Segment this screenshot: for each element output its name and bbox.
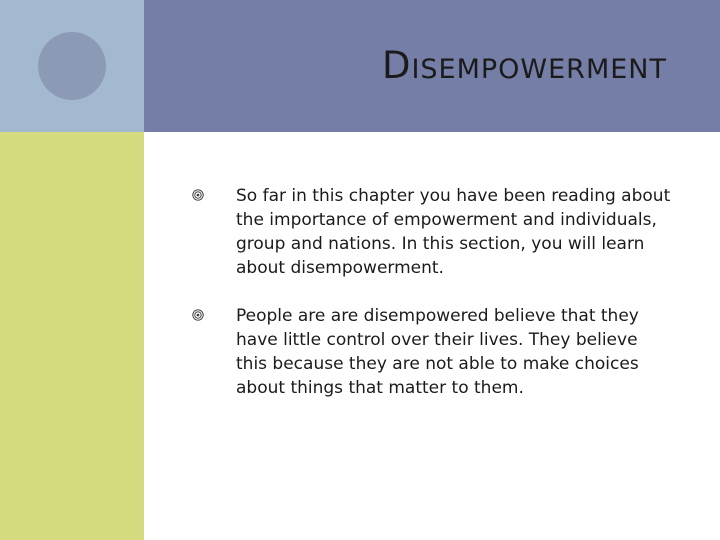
list-item xyxy=(192,304,672,400)
slide-title-initial: D xyxy=(381,44,412,87)
decorative-circle xyxy=(38,32,106,100)
corner-block xyxy=(0,0,144,132)
target-bullet-icon xyxy=(192,309,204,321)
bullet-text: So far in this chapter you have been reading about the importance of empowerment and individuals, group and nations. In this section, you will learn about disempowerment. xyxy=(236,186,671,278)
bullet-text: People are are disempowered believe that they have little control over their lives. They believe this because they are not able to make choices about things that matter to them. xyxy=(236,306,639,398)
left-accent-bar xyxy=(0,132,144,540)
slide-title xyxy=(381,44,667,87)
slide-title-rest: ISEMPOWERMENT xyxy=(411,54,667,85)
target-bullet-icon xyxy=(192,189,204,201)
list-item xyxy=(192,184,672,280)
bullet-list xyxy=(192,184,672,424)
title-band xyxy=(144,0,720,132)
